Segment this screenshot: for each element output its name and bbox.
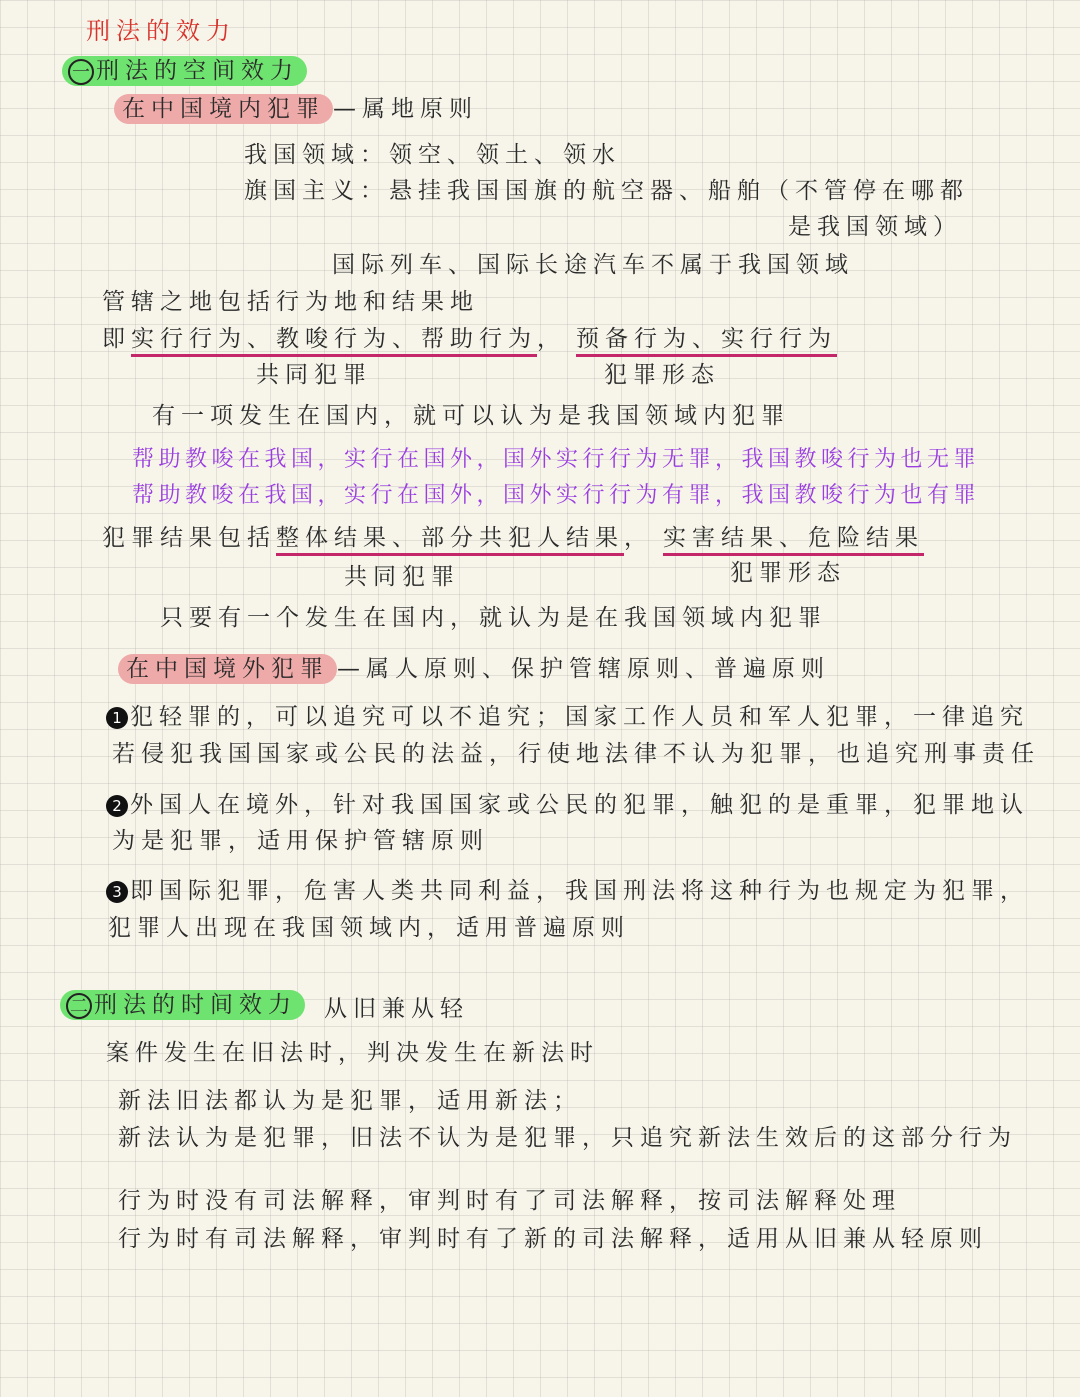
bullet-3-text-1: 即国际犯罪，危害人类共同利益，我国刑法将这种行为也规定为犯罪， bbox=[130, 878, 1029, 904]
foreign-crime-principles: —属人原则、保护管辖原则、普遍原则 bbox=[337, 656, 830, 682]
results-line bbox=[102, 523, 924, 553]
results-prefix: 犯罪结果包括 bbox=[102, 525, 276, 551]
section1-heading bbox=[62, 56, 307, 86]
purple-note-2: 帮助教唆在我国，实行在国外，国外实行行为有罪，我国教唆行为也有罪 bbox=[132, 483, 981, 508]
crime-form-label-2: 犯罪形态 bbox=[730, 560, 846, 586]
territorial-principle: —属地原则 bbox=[333, 96, 478, 122]
acts-prefix: 即 bbox=[102, 326, 131, 352]
one-item-line: 有一项发生在国内，就可以认为是我国领域内犯罪 bbox=[152, 403, 790, 429]
case-timing-line: 案件发生在旧法时，判决发生在新法时 bbox=[106, 1040, 599, 1066]
joint-crime-acts: 实行行为、教唆行为、帮助行为 bbox=[131, 326, 537, 357]
domestic-crime-heading bbox=[114, 94, 478, 124]
section2-heading bbox=[60, 990, 305, 1020]
bullet-1-line-1 bbox=[106, 702, 1029, 732]
territory-line: 我国领域：领空、领土、领水 bbox=[244, 142, 621, 168]
flag-state-line-1: 旗国主义：悬挂我国国旗的航空器、船舶（不管停在哪都 bbox=[244, 178, 969, 204]
domestic-crime-highlight: 在中国境内犯罪 bbox=[114, 94, 333, 124]
foreign-crime-highlight: 在中国境外犯罪 bbox=[118, 654, 337, 684]
time-principle: 从旧兼从轻 bbox=[324, 996, 469, 1022]
bullet-1-marker: 1 bbox=[106, 707, 128, 729]
section1-heading-text: 刑法的空间效力 bbox=[96, 58, 299, 84]
joint-crime-results: 整体结果、部分共犯人结果 bbox=[276, 525, 624, 556]
crime-form-acts: 预备行为、实行行为 bbox=[576, 326, 837, 357]
foreign-crime-heading bbox=[118, 654, 830, 684]
bullet-3-marker: 3 bbox=[106, 881, 128, 903]
joint-crime-label-1: 共同犯罪 bbox=[256, 362, 372, 388]
time-rule-2: 新法认为是犯罪，旧法不认为是犯罪，只追究新法生效后的这部分行为 bbox=[118, 1125, 1017, 1151]
as-long-as-line: 只要有一个发生在国内，就认为是在我国领域内犯罪 bbox=[160, 605, 827, 631]
section2-heading-text: 刑法的时间效力 bbox=[94, 992, 297, 1018]
flag-state-line-2: 是我国领域） bbox=[788, 214, 962, 240]
international-trains-line: 国际列车、国际长途汽车不属于我国领域 bbox=[332, 252, 854, 278]
bullet-2-line-1 bbox=[106, 790, 1029, 820]
page-title: 刑法的效力 bbox=[86, 17, 236, 45]
time-rule-1: 新法旧法都认为是犯罪，适用新法； bbox=[118, 1088, 582, 1114]
results-separator: ， bbox=[624, 525, 653, 551]
interpretation-rule-2: 行为时有司法解释，审判时有了新的司法解释，适用从旧兼从轻原则 bbox=[118, 1226, 988, 1252]
bullet-1-text-1: 犯轻罪的，可以追究可以不追究；国家工作人员和军人犯罪，一律追究 bbox=[130, 704, 1029, 730]
crime-form-label-1: 犯罪形态 bbox=[604, 362, 720, 388]
section2-number: 二 bbox=[66, 993, 92, 1019]
purple-note-1: 帮助教唆在我国，实行在国外，国外实行行为无罪，我国教唆行为也无罪 bbox=[132, 447, 981, 472]
bullet-2-marker: 2 bbox=[106, 795, 128, 817]
bullet-3-line-2: 犯罪人出现在我国领域内，适用普遍原则 bbox=[108, 915, 630, 941]
crime-form-results: 实害结果、危险结果 bbox=[663, 525, 924, 556]
acts-line bbox=[102, 324, 837, 354]
interpretation-rule-1: 行为时没有司法解释，审判时有了司法解释，按司法解释处理 bbox=[118, 1188, 901, 1214]
bullet-2-line-2: 为是犯罪，适用保护管辖原则 bbox=[112, 828, 489, 854]
bullet-1-line-2: 若侵犯我国国家或公民的法益，行使地法律不认为犯罪，也追究刑事责任 bbox=[112, 741, 1040, 767]
bullet-3-line-1 bbox=[106, 876, 1029, 906]
section1-number: 一 bbox=[68, 59, 94, 85]
bullet-2-text-1: 外国人在境外，针对我国国家或公民的犯罪，触犯的是重罪，犯罪地认 bbox=[130, 792, 1029, 818]
joint-crime-label-2: 共同犯罪 bbox=[344, 564, 460, 590]
jurisdiction-line: 管辖之地包括行为地和结果地 bbox=[102, 289, 479, 315]
acts-separator: ， bbox=[537, 326, 566, 352]
